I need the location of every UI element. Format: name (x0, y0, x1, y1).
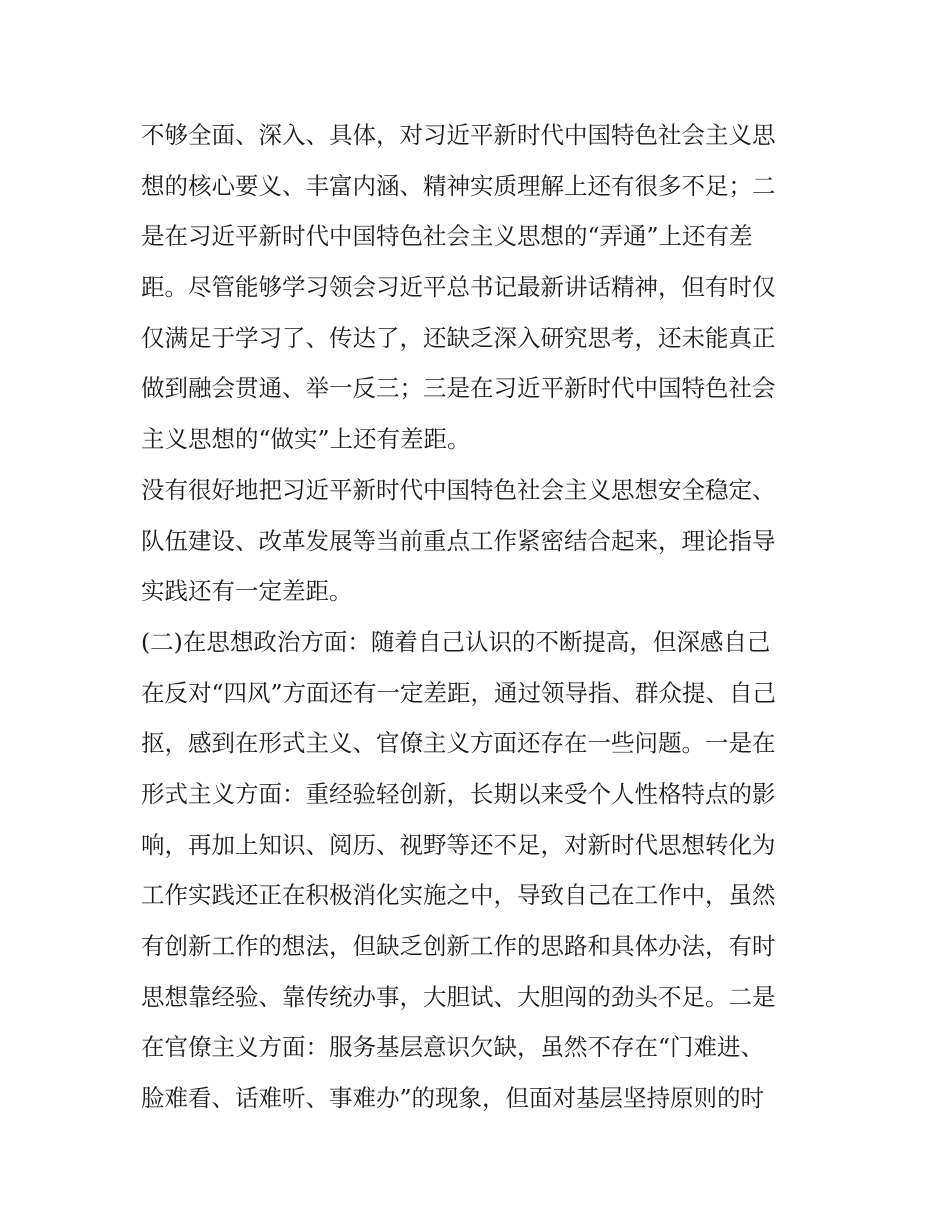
section-heading-line: (二)在思想政治方面：随着自己认识的不断提高，但深感自己 (141, 627, 771, 656)
text-line: 脸难看、话难听、事难办”的现象，但面对基层坚持原则的时 (141, 1084, 765, 1113)
paragraph-start-line: 没有很好地把习近平新时代中国特色社会主义思想安全稳定、 (141, 475, 776, 504)
text-line: 想的核心要义、丰富内涵、精神实质理解上还有很多不足；二 (141, 171, 776, 200)
text-line: 仅满足于学习了、传达了，还缺乏深入研究思考，还未能真正 (141, 323, 776, 352)
text-line: 工作实践还正在积极消化实施之中，导致自己在工作中，虽然 (141, 881, 776, 910)
text-line: 实践还有一定差距。 (141, 577, 353, 606)
text-line: 做到融会贯通、举一反三；三是在习近平新时代中国特色社会 (141, 374, 776, 403)
text-line: 不够全面、深入、具体，对习近平新时代中国特色社会主义思 (141, 121, 776, 149)
text-line: 形式主义方面：重经验轻创新，长期以来受个人性格特点的影 (141, 779, 776, 808)
text-line: 有创新工作的想法，但缺乏创新工作的思路和具体办法，有时 (141, 932, 776, 960)
text-line: 思想靠经验、靠传统办事，大胆试、大胆闯的劲头不足。二是 (141, 982, 776, 1011)
document-body (141, 110, 821, 1124)
text-line: 在官僚主义方面：服务基层意识欠缺，虽然不存在“门难进、 (141, 1033, 765, 1062)
text-line: 响，再加上知识、阅历、视野等还不足，对新时代思想转化为 (141, 830, 776, 859)
text-line: 距。尽管能够学习领会习近平总书记最新讲话精神，但有时仅 (141, 273, 776, 302)
text-line: 抠，感到在形式主义、官僚主义方面还存在一些问题。一是在 (141, 729, 776, 758)
text-line: 在反对“四风”方面还有一定差距，通过领导指、群众提、自己 (141, 678, 777, 707)
text-line: 是在习近平新时代中国特色社会主义思想的“弄通”上还有差 (141, 222, 753, 251)
text-line: 主义思想的“做实”上还有差距。 (141, 425, 471, 454)
text-line: 队伍建设、改革发展等当前重点工作紧密结合起来，理论指导 (141, 526, 776, 555)
